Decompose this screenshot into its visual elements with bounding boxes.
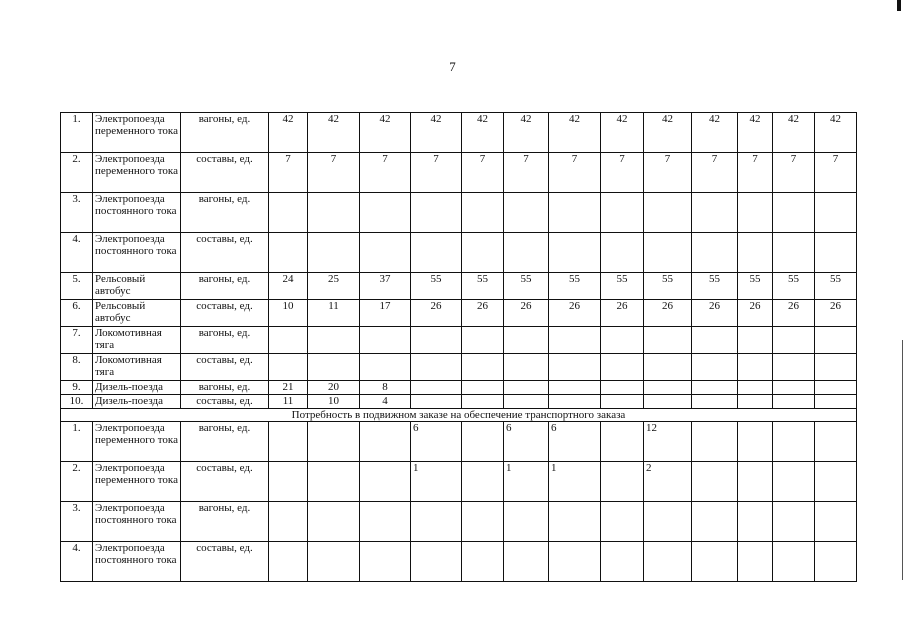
value-cell: 7 <box>411 153 462 193</box>
value-cell <box>738 502 773 542</box>
value-cell: 42 <box>773 113 815 153</box>
value-cell <box>269 233 308 273</box>
unit-of-measure: вагоны, ед. <box>181 327 269 354</box>
rolling-stock-type: Электропоезда постоянного тока <box>93 542 181 582</box>
rolling-stock-type: Рельсовый автобус <box>93 300 181 327</box>
value-cell: 55 <box>815 273 857 300</box>
value-cell <box>738 193 773 233</box>
value-cell: 26 <box>738 300 773 327</box>
row-number: 1. <box>61 113 93 153</box>
value-cell <box>269 354 308 381</box>
row-number: 2. <box>61 462 93 502</box>
value-cell <box>549 381 601 395</box>
value-cell <box>360 233 411 273</box>
row-number: 9. <box>61 381 93 395</box>
value-cell <box>308 193 360 233</box>
value-cell: 1 <box>411 462 462 502</box>
value-cell <box>644 381 692 395</box>
rolling-stock-type: Электропоезда переменного тока <box>93 462 181 502</box>
value-cell: 26 <box>462 300 504 327</box>
value-cell <box>601 381 644 395</box>
value-cell <box>504 395 549 409</box>
value-cell <box>601 462 644 502</box>
unit-of-measure: составы, ед. <box>181 300 269 327</box>
value-cell: 6 <box>549 422 601 462</box>
value-cell: 17 <box>360 300 411 327</box>
table-row <box>61 422 857 462</box>
value-cell: 2 <box>644 462 692 502</box>
value-cell <box>644 354 692 381</box>
table-row <box>61 354 857 381</box>
section-title: Потребность в подвижном заказе на обеспечение транспортного заказа <box>61 409 857 422</box>
value-cell: 42 <box>360 113 411 153</box>
value-cell <box>462 502 504 542</box>
unit-of-measure: составы, ед. <box>181 153 269 193</box>
value-cell: 10 <box>308 395 360 409</box>
value-cell: 55 <box>644 273 692 300</box>
value-cell <box>815 462 857 502</box>
unit-of-measure: составы, ед. <box>181 354 269 381</box>
value-cell: 8 <box>360 381 411 395</box>
value-cell <box>462 542 504 582</box>
value-cell <box>549 395 601 409</box>
value-cell <box>360 542 411 582</box>
value-cell <box>692 422 738 462</box>
value-cell: 4 <box>360 395 411 409</box>
value-cell <box>692 381 738 395</box>
value-cell: 10 <box>269 300 308 327</box>
row-number: 2. <box>61 153 93 193</box>
unit-of-measure: составы, ед. <box>181 233 269 273</box>
value-cell <box>738 381 773 395</box>
table-row <box>61 300 857 327</box>
value-cell: 42 <box>411 113 462 153</box>
value-cell: 37 <box>360 273 411 300</box>
value-cell: 12 <box>644 422 692 462</box>
value-cell: 25 <box>308 273 360 300</box>
value-cell <box>360 354 411 381</box>
row-number: 3. <box>61 502 93 542</box>
rolling-stock-type: Электропоезда постоянного тока <box>93 193 181 233</box>
value-cell <box>308 462 360 502</box>
value-cell <box>773 542 815 582</box>
value-cell: 24 <box>269 273 308 300</box>
value-cell <box>738 422 773 462</box>
value-cell <box>644 327 692 354</box>
value-cell <box>692 502 738 542</box>
value-cell <box>462 354 504 381</box>
value-cell <box>360 422 411 462</box>
unit-of-measure: составы, ед. <box>181 542 269 582</box>
rolling-stock-type: Электропоезда постоянного тока <box>93 233 181 273</box>
value-cell <box>269 193 308 233</box>
value-cell: 26 <box>815 300 857 327</box>
value-cell: 42 <box>601 113 644 153</box>
rolling-stock-type: Электропоезда постоянного тока <box>93 502 181 542</box>
value-cell <box>738 233 773 273</box>
value-cell: 55 <box>692 273 738 300</box>
row-number: 10. <box>61 395 93 409</box>
value-cell: 42 <box>269 113 308 153</box>
value-cell: 55 <box>504 273 549 300</box>
value-cell: 42 <box>308 113 360 153</box>
value-cell <box>269 542 308 582</box>
unit-of-measure: вагоны, ед. <box>181 113 269 153</box>
table-row <box>61 327 857 354</box>
value-cell <box>692 542 738 582</box>
unit-of-measure: вагоны, ед. <box>181 422 269 462</box>
value-cell: 7 <box>773 153 815 193</box>
rolling-stock-type: Электропоезда переменного тока <box>93 113 181 153</box>
value-cell: 21 <box>269 381 308 395</box>
value-cell: 42 <box>462 113 504 153</box>
value-cell <box>773 381 815 395</box>
table-row <box>61 542 857 582</box>
unit-of-measure: вагоны, ед. <box>181 273 269 300</box>
value-cell: 26 <box>692 300 738 327</box>
value-cell <box>601 327 644 354</box>
value-cell <box>549 193 601 233</box>
unit-of-measure: составы, ед. <box>181 395 269 409</box>
value-cell <box>462 381 504 395</box>
section-header-row <box>61 409 857 422</box>
value-cell <box>692 354 738 381</box>
value-cell: 7 <box>360 153 411 193</box>
value-cell <box>504 502 549 542</box>
value-cell <box>773 502 815 542</box>
value-cell <box>549 327 601 354</box>
value-cell: 11 <box>269 395 308 409</box>
value-cell <box>360 502 411 542</box>
value-cell <box>504 542 549 582</box>
unit-of-measure: составы, ед. <box>181 462 269 502</box>
row-number: 3. <box>61 193 93 233</box>
value-cell: 26 <box>549 300 601 327</box>
rolling-stock-type: Локомотивная тяга <box>93 354 181 381</box>
value-cell <box>360 462 411 502</box>
value-cell <box>411 502 462 542</box>
row-number: 5. <box>61 273 93 300</box>
value-cell <box>773 193 815 233</box>
value-cell: 26 <box>644 300 692 327</box>
value-cell <box>504 327 549 354</box>
value-cell: 55 <box>549 273 601 300</box>
value-cell <box>269 502 308 542</box>
rolling-stock-type: Дизель-поезда <box>93 395 181 409</box>
value-cell <box>549 233 601 273</box>
value-cell: 7 <box>815 153 857 193</box>
value-cell <box>601 542 644 582</box>
scan-edge-line <box>902 340 903 580</box>
section-header-body <box>61 409 857 422</box>
row-number: 1. <box>61 422 93 462</box>
value-cell <box>601 233 644 273</box>
value-cell: 7 <box>644 153 692 193</box>
row-number: 4. <box>61 542 93 582</box>
value-cell <box>411 354 462 381</box>
value-cell <box>360 327 411 354</box>
value-cell: 26 <box>411 300 462 327</box>
value-cell <box>549 354 601 381</box>
value-cell <box>462 462 504 502</box>
value-cell <box>308 327 360 354</box>
value-cell: 26 <box>504 300 549 327</box>
edge-mark <box>897 0 901 11</box>
table-row <box>61 395 857 409</box>
value-cell: 42 <box>738 113 773 153</box>
value-cell: 7 <box>269 153 308 193</box>
value-cell: 7 <box>601 153 644 193</box>
value-cell <box>644 395 692 409</box>
value-cell: 7 <box>462 153 504 193</box>
rolling-stock-type: Локомотивная тяга <box>93 327 181 354</box>
value-cell <box>308 233 360 273</box>
table-row <box>61 502 857 542</box>
value-cell <box>269 422 308 462</box>
value-cell <box>815 233 857 273</box>
value-cell: 20 <box>308 381 360 395</box>
value-cell <box>308 542 360 582</box>
table-row <box>61 233 857 273</box>
row-number: 8. <box>61 354 93 381</box>
value-cell <box>738 462 773 502</box>
value-cell <box>815 502 857 542</box>
value-cell <box>773 354 815 381</box>
value-cell: 11 <box>308 300 360 327</box>
value-cell: 7 <box>504 153 549 193</box>
value-cell <box>738 327 773 354</box>
value-cell <box>601 422 644 462</box>
value-cell <box>601 502 644 542</box>
value-cell <box>692 233 738 273</box>
value-cell: 55 <box>462 273 504 300</box>
value-cell <box>738 542 773 582</box>
value-cell <box>549 502 601 542</box>
value-cell <box>411 233 462 273</box>
value-cell <box>462 422 504 462</box>
value-cell: 7 <box>692 153 738 193</box>
value-cell <box>692 193 738 233</box>
value-cell <box>738 395 773 409</box>
table-row <box>61 462 857 502</box>
value-cell <box>411 542 462 582</box>
value-cell <box>644 193 692 233</box>
value-cell <box>462 327 504 354</box>
value-cell <box>360 193 411 233</box>
value-cell <box>601 395 644 409</box>
value-cell <box>773 422 815 462</box>
value-cell <box>815 381 857 395</box>
lower-table-body <box>61 422 857 582</box>
value-cell: 42 <box>692 113 738 153</box>
value-cell <box>815 327 857 354</box>
unit-of-measure: вагоны, ед. <box>181 193 269 233</box>
value-cell <box>738 354 773 381</box>
value-cell <box>773 233 815 273</box>
value-cell <box>504 193 549 233</box>
value-cell: 42 <box>549 113 601 153</box>
value-cell <box>504 381 549 395</box>
value-cell <box>815 395 857 409</box>
value-cell: 6 <box>504 422 549 462</box>
rolling-stock-type: Электропоезда переменного тока <box>93 153 181 193</box>
rolling-stock-type: Дизель-поезда <box>93 381 181 395</box>
value-cell <box>644 502 692 542</box>
row-number: 4. <box>61 233 93 273</box>
value-cell <box>269 327 308 354</box>
value-cell <box>462 395 504 409</box>
value-cell <box>462 193 504 233</box>
table-row <box>61 381 857 395</box>
unit-of-measure: вагоны, ед. <box>181 381 269 395</box>
value-cell: 55 <box>411 273 462 300</box>
table-row <box>61 193 857 233</box>
value-cell: 1 <box>504 462 549 502</box>
value-cell <box>462 233 504 273</box>
value-cell: 42 <box>504 113 549 153</box>
rolling-stock-type: Электропоезда переменного тока <box>93 422 181 462</box>
value-cell: 7 <box>738 153 773 193</box>
value-cell <box>504 233 549 273</box>
value-cell <box>411 193 462 233</box>
value-cell <box>504 354 549 381</box>
rolling-stock-type: Рельсовый автобус <box>93 273 181 300</box>
value-cell: 26 <box>773 300 815 327</box>
value-cell <box>815 354 857 381</box>
value-cell <box>815 193 857 233</box>
value-cell <box>644 233 692 273</box>
value-cell <box>601 354 644 381</box>
table-row <box>61 153 857 193</box>
value-cell <box>411 381 462 395</box>
value-cell <box>773 395 815 409</box>
table-row <box>61 113 857 153</box>
value-cell <box>692 462 738 502</box>
value-cell: 7 <box>308 153 360 193</box>
value-cell <box>601 193 644 233</box>
value-cell: 7 <box>549 153 601 193</box>
value-cell <box>773 327 815 354</box>
rolling-stock-table <box>60 112 857 582</box>
value-cell <box>692 327 738 354</box>
value-cell: 26 <box>601 300 644 327</box>
table-row <box>61 273 857 300</box>
upper-table-body <box>61 113 857 409</box>
value-cell <box>308 502 360 542</box>
value-cell: 42 <box>815 113 857 153</box>
unit-of-measure: вагоны, ед. <box>181 502 269 542</box>
value-cell <box>644 542 692 582</box>
value-cell <box>308 422 360 462</box>
value-cell: 1 <box>549 462 601 502</box>
value-cell <box>815 422 857 462</box>
row-number: 6. <box>61 300 93 327</box>
value-cell <box>773 462 815 502</box>
value-cell: 55 <box>773 273 815 300</box>
value-cell <box>549 542 601 582</box>
row-number: 7. <box>61 327 93 354</box>
value-cell <box>411 327 462 354</box>
value-cell: 42 <box>644 113 692 153</box>
value-cell <box>411 395 462 409</box>
value-cell: 6 <box>411 422 462 462</box>
value-cell <box>692 395 738 409</box>
value-cell <box>308 354 360 381</box>
value-cell <box>815 542 857 582</box>
value-cell <box>269 462 308 502</box>
page-number: 7 <box>449 59 456 74</box>
value-cell: 55 <box>601 273 644 300</box>
value-cell: 55 <box>738 273 773 300</box>
